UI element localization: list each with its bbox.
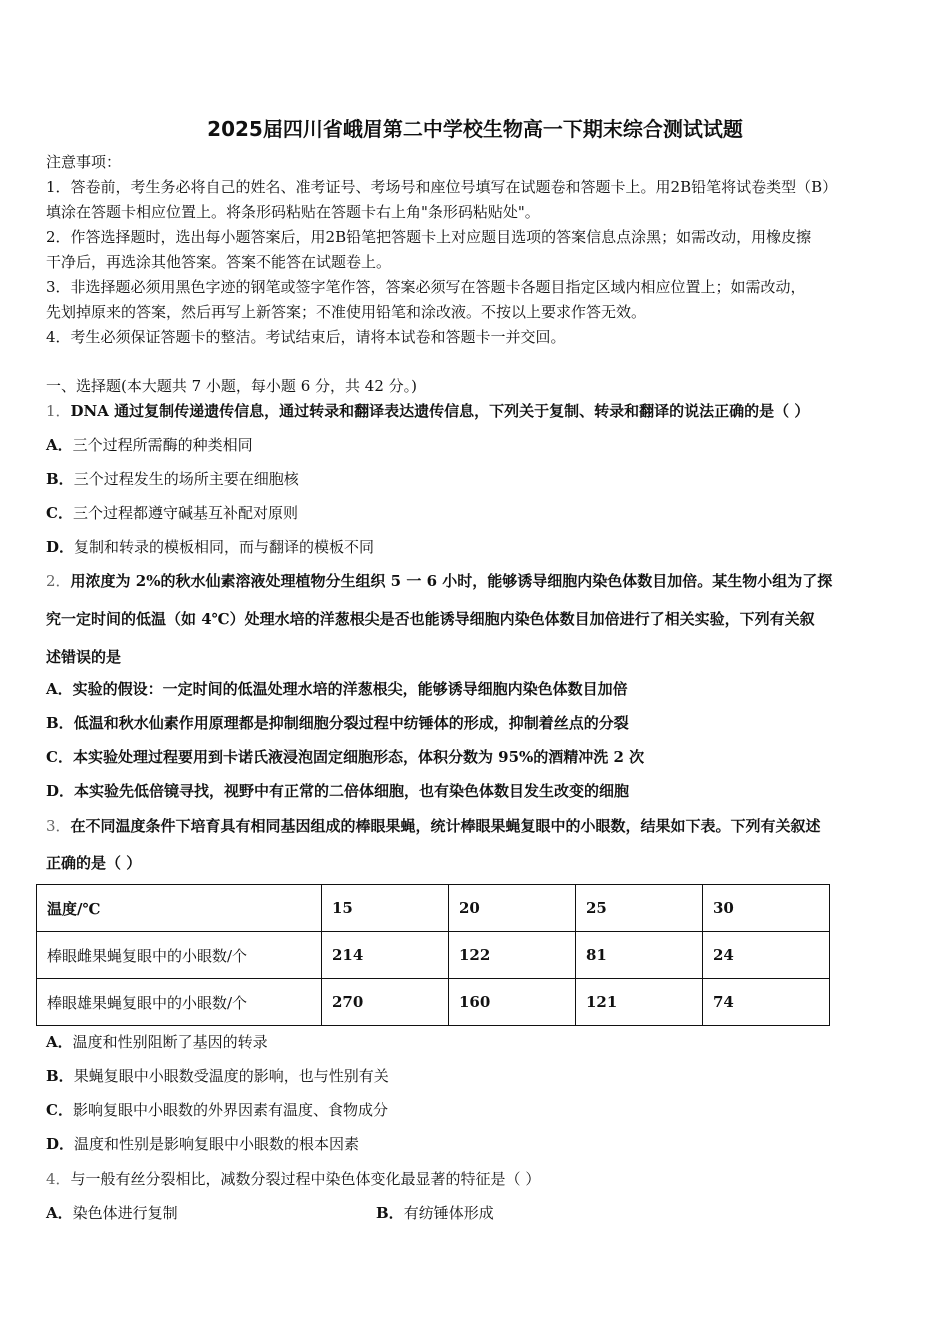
option-c xyxy=(46,747,644,767)
table-cell: 20 xyxy=(449,885,576,932)
option-c xyxy=(46,503,298,523)
option-text: 三个过程都遵守碱基互补配对原则 xyxy=(72,504,298,522)
notice-line: 先划掉原来的答案，然后再写上新答案；不准使用铅笔和涂改液。不按以上要求作答无效。 xyxy=(46,303,647,321)
option-d xyxy=(46,537,374,557)
option-d xyxy=(46,1134,359,1154)
question-number: 4． xyxy=(46,1170,71,1188)
option-text: 果蝇复眼中小眼数受温度的影响，也与性别有关 xyxy=(73,1067,389,1085)
question-number: 1． xyxy=(46,402,71,420)
option-letter: C． xyxy=(46,1101,73,1119)
notice-line: 填涂在答题卡相应位置上。将条形码粘贴在答题卡右上角"条形码粘贴处"。 xyxy=(46,203,540,221)
question-stem: DNA 通过复制传递遗传信息，通过转录和翻译表达遗传信息，下列关于复制、转录和翻译的说法正确的是（ ） xyxy=(70,402,810,420)
table-cell: 122 xyxy=(449,932,576,979)
table-cell: 24 xyxy=(703,932,830,979)
option-a xyxy=(46,679,628,699)
question-stem: 与一般有丝分裂相比，减数分裂过程中染色体变化最显著的特征是（ ） xyxy=(70,1170,541,1188)
option-text: 三个过程发生的场所主要在细胞核 xyxy=(73,470,299,488)
question-3 xyxy=(46,816,821,836)
option-text: 温度和性别阻断了基因的转录 xyxy=(72,1033,268,1051)
table-cell: 270 xyxy=(322,979,449,1026)
question-1 xyxy=(46,401,809,421)
option-a xyxy=(46,435,253,455)
option-a xyxy=(46,1032,268,1052)
option-text: 本实验先低倍镜寻找，视野中有正常的二倍体细胞，也有染色体数目发生改变的细胞 xyxy=(74,782,630,800)
table-cell: 棒眼雌果蝇复眼中的小眼数/个 xyxy=(37,932,322,979)
option-d xyxy=(46,781,629,801)
question-stem: 究一定时间的低温（如 4℃）处理水培的洋葱根尖是否也能诱导细胞内染色体数目加倍进行了相关实验，下列有关叙 xyxy=(46,610,815,628)
option-letter: A． xyxy=(46,680,73,698)
option-letter: D． xyxy=(46,1135,75,1153)
data-table xyxy=(36,884,830,1026)
question-stem: 述错误的是 xyxy=(46,648,122,666)
notice-line: 干净后，再选涂其他答案。答案不能答在试题卷上。 xyxy=(46,253,392,271)
option-text: 染色体进行复制 xyxy=(72,1204,178,1222)
notice-line: 2．作答选择题时，选出每小题答案后，用2B铅笔把答题卡上对应题目选项的答案信息点涂黑；如需改动，用橡皮擦 xyxy=(46,228,812,246)
table-row xyxy=(37,979,830,1026)
option-text: 实验的假设：一定时间的低温处理水培的洋葱根尖，能够诱导细胞内染色体数目加倍 xyxy=(72,680,628,698)
option-text: 影响复眼中小眼数的外界因素有温度、食物成分 xyxy=(72,1101,388,1119)
section-heading: 一、选择题(本大题共 7 小题，每小题 6 分，共 42 分。) xyxy=(46,377,417,395)
option-letter: B． xyxy=(46,1067,74,1085)
question-stem: 正确的是（ ） xyxy=(46,854,142,872)
option-letter: D． xyxy=(46,782,75,800)
option-b xyxy=(46,1066,389,1086)
option-text: 有纺锤体形成 xyxy=(403,1204,494,1222)
question-4 xyxy=(46,1169,540,1189)
option-letter: A． xyxy=(46,1204,73,1222)
question-stem: 在不同温度条件下培育具有相同基因组成的棒眼果蝇，统计棒眼果蝇复眼中的小眼数，结果如下表。下列有关叙述 xyxy=(70,817,821,835)
table-cell: 160 xyxy=(449,979,576,1026)
table-cell: 121 xyxy=(576,979,703,1026)
option-letter: B． xyxy=(376,1204,404,1222)
table-cell: 25 xyxy=(576,885,703,932)
notice-line: 4．考生必须保证答题卡的整洁。考试结束后，请将本试卷和答题卡一并交回。 xyxy=(46,328,566,346)
option-letter: B． xyxy=(46,714,74,732)
option-text: 温度和性别是影响复眼中小眼数的根本因素 xyxy=(74,1135,360,1153)
option-text: 三个过程所需酶的种类相同 xyxy=(72,436,253,454)
question-stem: 用浓度为 2%的秋水仙素溶液处理植物分生组织 5 一 6 小时，能够诱导细胞内染色体数目加倍。某生物小组为了探 xyxy=(70,572,833,590)
option-letter: B． xyxy=(46,470,74,488)
page-title: 2025届四川省峨眉第二中学校生物高一下期末综合测试试题 xyxy=(207,117,743,141)
question-2 xyxy=(46,571,832,591)
option-b xyxy=(376,1203,494,1223)
table-cell: 214 xyxy=(322,932,449,979)
option-letter: A． xyxy=(46,436,73,454)
table-cell: 81 xyxy=(576,932,703,979)
table-cell: 棒眼雄果蝇复眼中的小眼数/个 xyxy=(37,979,322,1026)
notice-line: 3．非选择题必须用黑色字迹的钢笔或签字笔作答，答案必须写在答题卡各题目指定区域内相应位置上；如需改动， xyxy=(46,278,806,296)
table-row xyxy=(37,885,830,932)
option-letter: D． xyxy=(46,538,75,556)
option-text: 低温和秋水仙素作用原理都是抑制细胞分裂过程中纺锤体的形成，抑制着丝点的分裂 xyxy=(73,714,629,732)
option-text: 本实验处理过程要用到卡诺氏液浸泡固定细胞形态，体积分数为 95%的酒精冲洗 2 次 xyxy=(72,748,645,766)
table-cell: 温度/℃ xyxy=(37,885,322,932)
option-b xyxy=(46,469,299,489)
question-number: 2． xyxy=(46,572,71,590)
option-c xyxy=(46,1100,388,1120)
option-text: 复制和转录的模板相同，而与翻译的模板不同 xyxy=(74,538,375,556)
option-letter: A． xyxy=(46,1033,73,1051)
option-letter: C． xyxy=(46,504,73,522)
option-a xyxy=(46,1203,178,1223)
table-cell: 30 xyxy=(703,885,830,932)
option-b xyxy=(46,713,629,733)
table-row xyxy=(37,932,830,979)
table-cell: 15 xyxy=(322,885,449,932)
table-cell: 74 xyxy=(703,979,830,1026)
question-number: 3． xyxy=(46,817,71,835)
notice-line: 1．答卷前，考生务必将自己的姓名、准考证号、考场号和座位号填写在试题卷和答题卡上。用2B铅笔将试卷类型（B） xyxy=(46,178,838,196)
notice-heading: 注意事项： xyxy=(46,153,122,171)
option-letter: C． xyxy=(46,748,73,766)
